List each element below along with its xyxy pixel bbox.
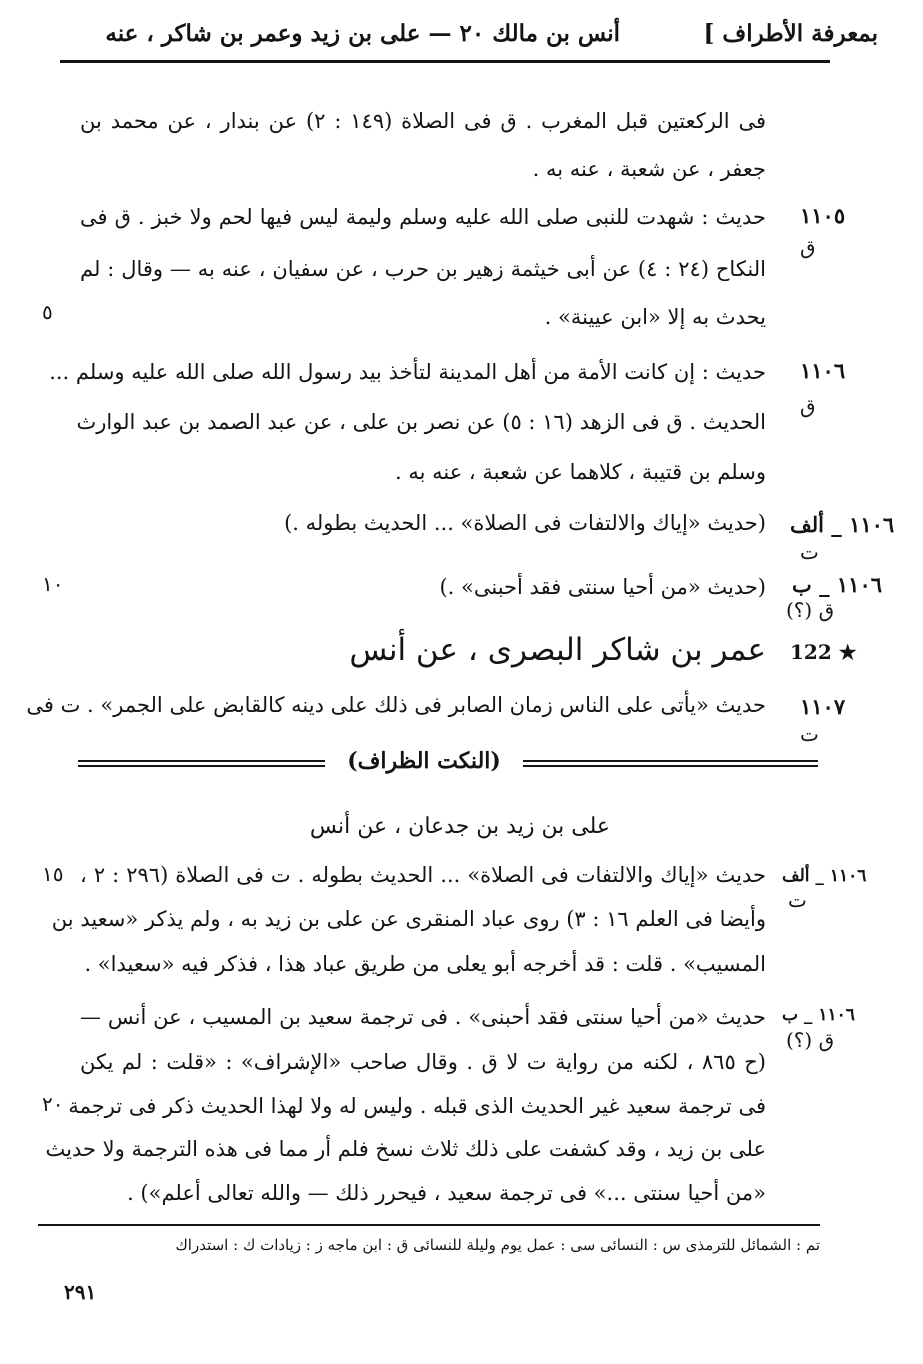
text-line: (حديث «من أحيا سنتى فقد أحبنى» .) bbox=[439, 575, 766, 599]
margin-number: ١٥ bbox=[42, 862, 64, 886]
text-line: جعفر ، عن شعبة ، عنه به . bbox=[532, 157, 766, 181]
hadith-number: ١١٠٦ _ ب bbox=[792, 572, 883, 597]
hadith-siglum: ق bbox=[800, 394, 816, 418]
separator-label: (النكت الظراف) bbox=[325, 748, 523, 774]
text-line: حديث «يأتى على الناس زمان الصابر فى ذلك على دينه كالقابض على الجمر» . ت فى bbox=[26, 693, 766, 717]
text-line: فى الركعتين قبل المغرب . ق فى الصلاة (١٤٩ : ٢) عن بندار ، عن محمد بن bbox=[80, 109, 766, 133]
hadith-siglum: ت bbox=[788, 888, 807, 912]
hadith-number: ١١٠٥ bbox=[800, 203, 846, 228]
section-number: 122 ★ bbox=[790, 640, 857, 664]
footer-rule bbox=[38, 1224, 820, 1226]
text-line: (ح ٨٦٥ ، لكنه من رواية ت لا ق . وقال صاحب «الإشراف» : «قلت : لم يكن bbox=[80, 1050, 766, 1074]
margin-number: ٥ bbox=[42, 300, 53, 324]
page-number: ٢٩١ bbox=[64, 1280, 97, 1304]
hadith-siglum: ت bbox=[800, 540, 819, 564]
section-title: عمر بن شاكر البصرى ، عن أنس bbox=[349, 632, 766, 668]
header-rule bbox=[60, 60, 830, 63]
hadith-number: ١١٠٧ bbox=[800, 694, 846, 719]
margin-number: ٢٠ bbox=[42, 1092, 64, 1116]
hadith-number: ١١٠٦ _ ألف bbox=[782, 866, 867, 886]
text-line: حديث : شهدت للنبى صلى الله عليه وسلم وليمة ليس فيها لحم ولا خبز . ق فى bbox=[80, 205, 766, 229]
hadith-number: ١١٠٦ _ ألف bbox=[790, 512, 895, 537]
text-line: وسلم بن قتيبة ، كلاهما عن شعبة ، عنه به . bbox=[395, 460, 766, 484]
text-line: وأيضا فى العلم ١٦ : ٣) روى عباد المنقرى عن على بن زيد به ، ولم يذكر «سعيد بن bbox=[51, 907, 766, 931]
text-line: حديث «إياك والالتفات فى الصلاة» ... الحديث بطوله . ت فى الصلاة (٢٩٦ : ٢ ، bbox=[80, 863, 766, 887]
running-header-right: بمعرفة الأطراف ] bbox=[703, 20, 878, 47]
text-line: حديث «من أحيا سنتى فقد أحبنى» . فى ترجمة سعيد بن المسيب ، عن أنس — bbox=[80, 1005, 766, 1029]
text-line: «من أحيا سنتى ...» فى ترجمة سعيد ، فيحرر ذلك — والله تعالى أعلم») . bbox=[127, 1181, 766, 1205]
text-line: على بن زيد ، وقد كشفت على ذلك ثلاث نسخ فلم أر مما فى هذه الترجمة ولا حديث bbox=[45, 1137, 766, 1161]
running-header-middle: أنس بن مالك ٢٠ — على بن زيد وعمر بن شاكر ، عنه bbox=[105, 20, 620, 47]
hadith-number: ١١٠٦ _ ب bbox=[782, 1005, 855, 1025]
text-line: (حديث «إياك والالتفات فى الصلاة» ... الحديث بطوله .) bbox=[284, 511, 766, 535]
nukat-subtitle: على بن زيد بن جدعان ، عن أنس bbox=[309, 814, 611, 839]
text-line: حديث : إن كانت الأمة من أهل المدينة لتأخذ بيد رسول الله صلى الله عليه وسلم ... bbox=[49, 360, 766, 384]
hadith-siglum: ق (؟) bbox=[786, 1028, 835, 1052]
text-line: النكاح (٢٤ : ٤) عن أبى خيثمة زهير بن حرب ، عن سفيان ، عنه به — وقال : لم bbox=[80, 257, 766, 281]
hadith-number: ١١٠٦ bbox=[800, 358, 846, 383]
hadith-siglum: ت bbox=[800, 722, 819, 746]
text-line: فى ترجمة سعيد غير الحديث الذى قبله . وليس له ولا لهذا الحديث ذكر فى ترجمة bbox=[68, 1094, 766, 1118]
margin-number: ١٠ bbox=[42, 572, 64, 596]
hadith-siglum: ق bbox=[800, 235, 816, 259]
text-line: يحدث به إلا «ابن عيينة» . bbox=[544, 305, 766, 329]
abbreviations-key: تم : الشمائل للترمذى س : النسائى سى : عمل يوم وليلة للنسائى ق : ابن ماجه ز : زيادات ك : استدراك bbox=[175, 1236, 820, 1254]
text-line: الحديث . ق فى الزهد (١٦ : ٥) عن نصر بن على ، عن عبد الصمد بن عبد الوارث bbox=[76, 410, 766, 434]
text-line: المسيب» . قلت : قد أخرجه أبو يعلى من طريق عباد هذا ، فذكر فيه «سعيدا» . bbox=[84, 952, 766, 976]
hadith-siglum: ق (؟) bbox=[786, 598, 835, 622]
